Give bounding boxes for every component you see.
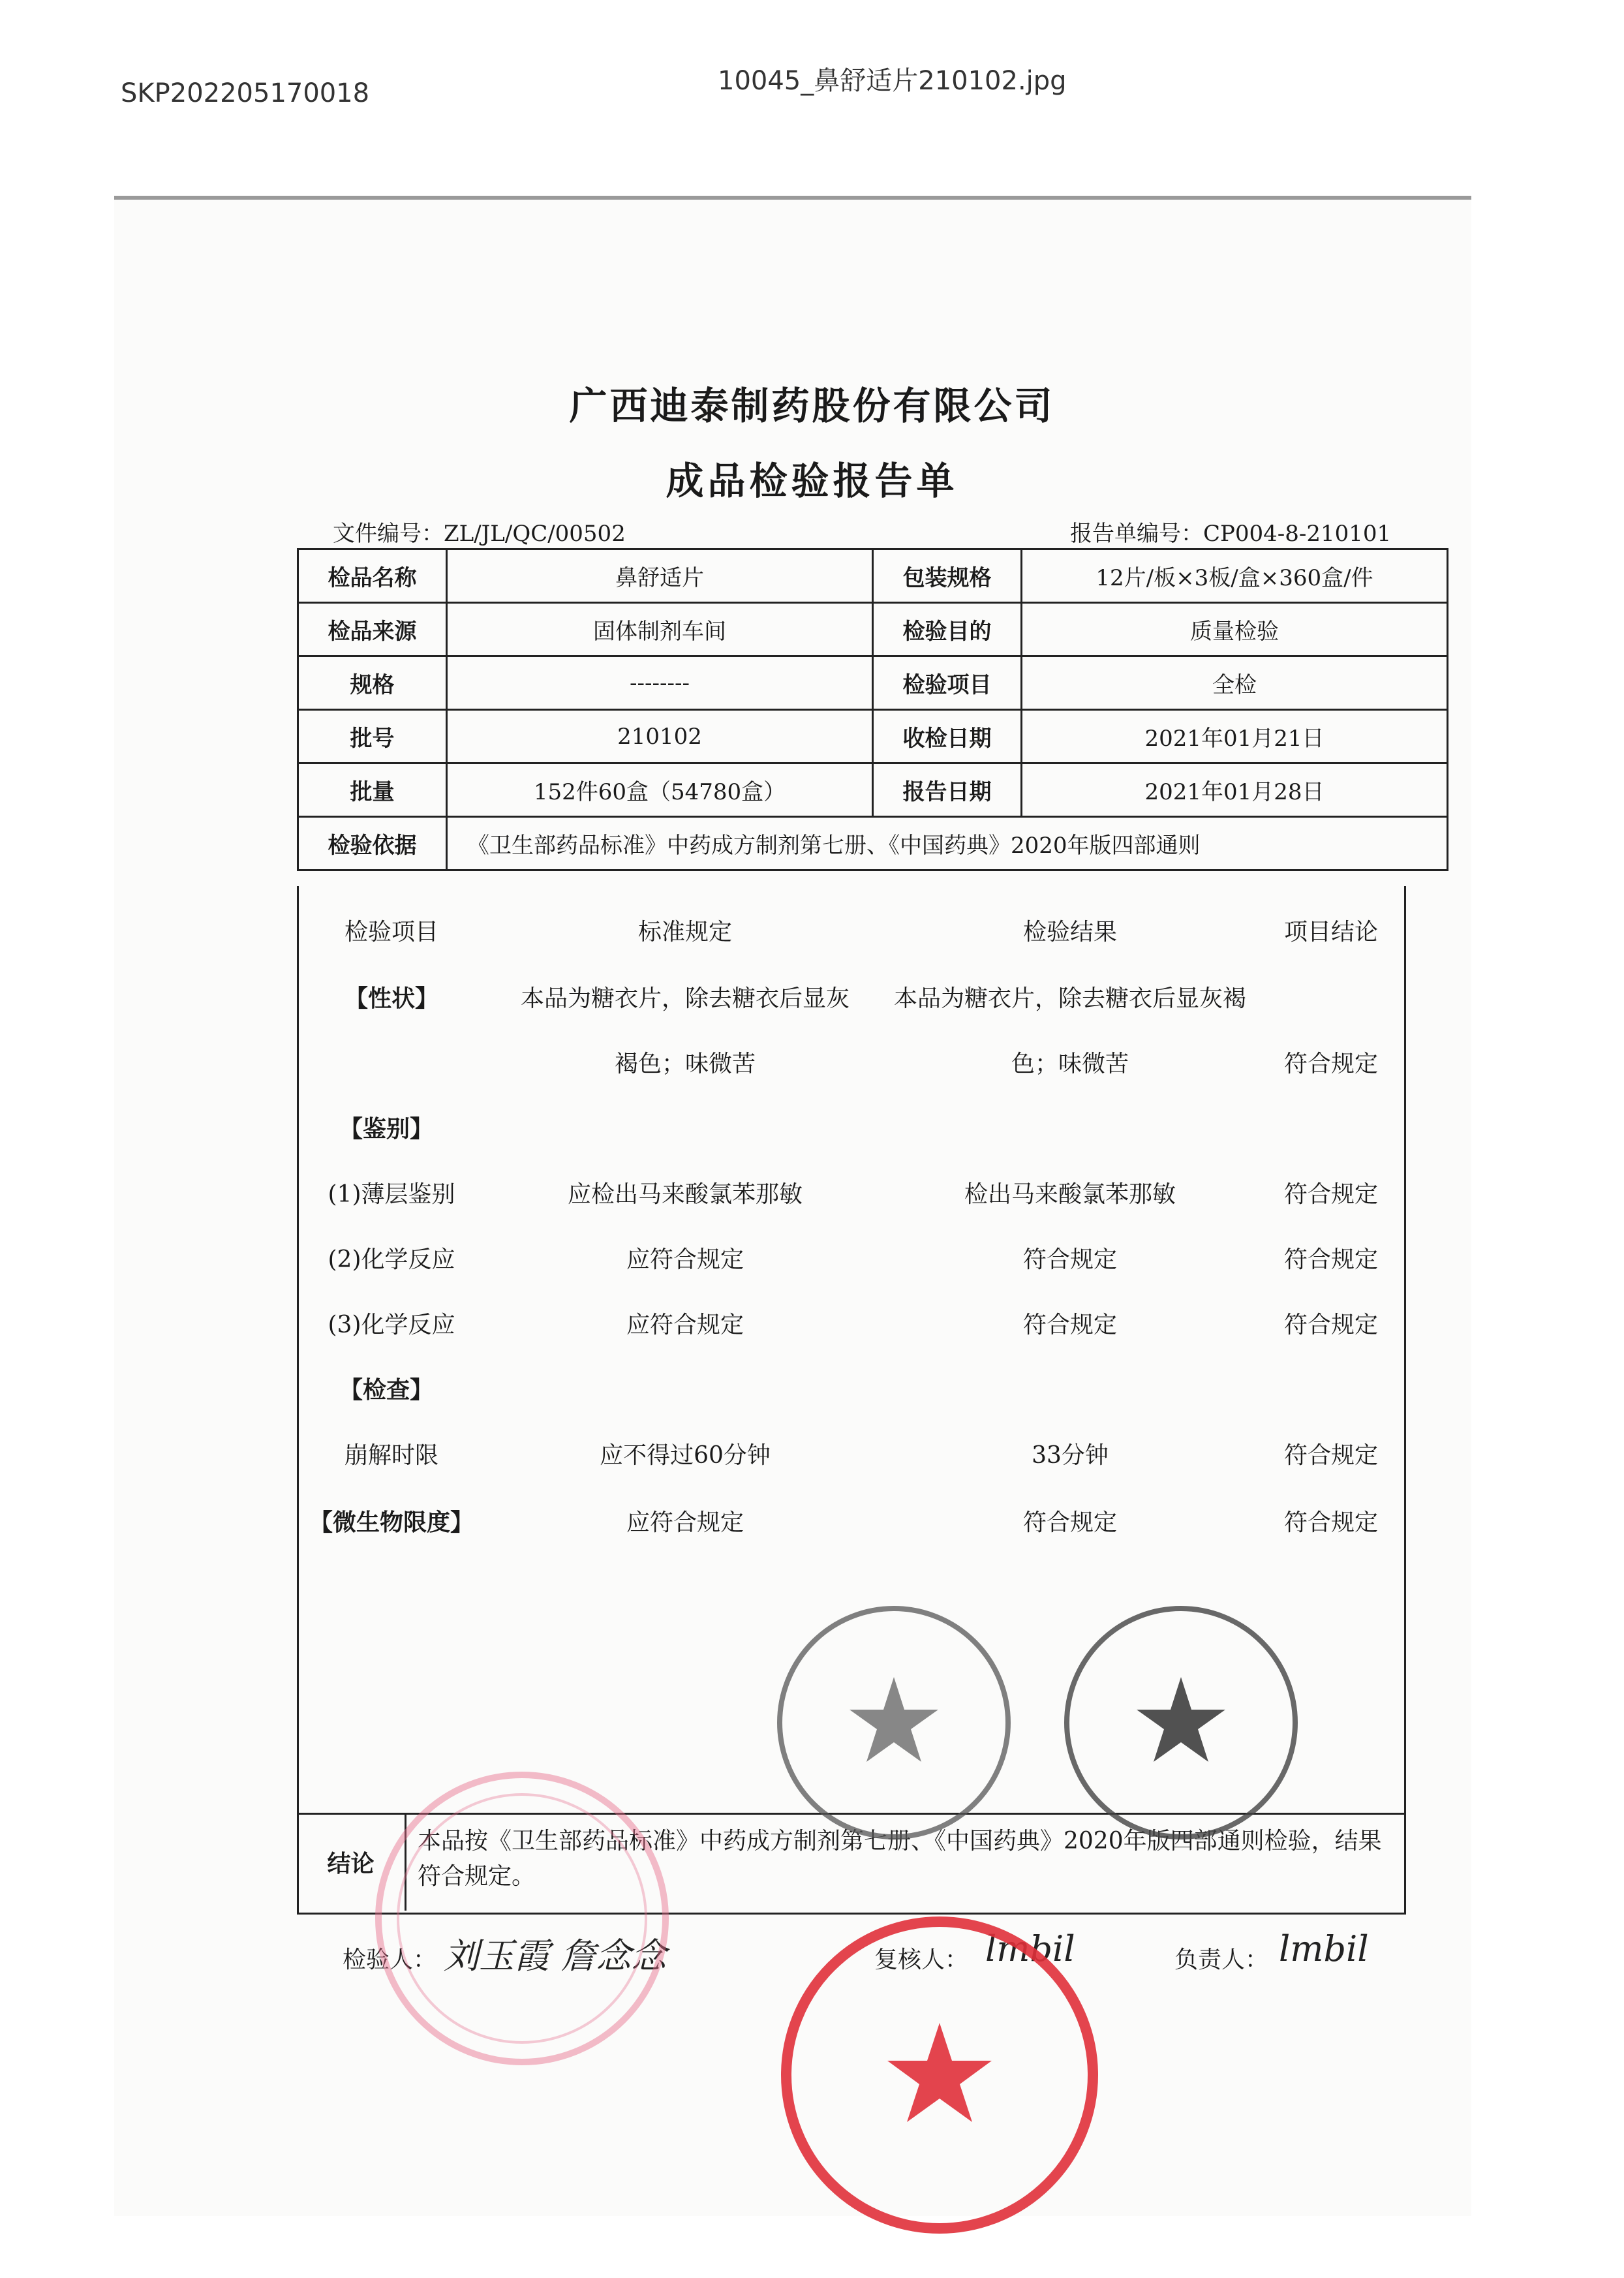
inspector-label: 检验人： (343, 1947, 437, 1973)
reviewer-label: 复核人： (874, 1947, 969, 1973)
row5-result: 符合规定 (1022, 1509, 1117, 1536)
table-row (298, 656, 1448, 710)
table-row (298, 603, 1448, 656)
row2-conclusion: 符合规定 (1283, 1246, 1378, 1273)
file-number: 文件编号：ZL/JL/QC/00502 (333, 521, 626, 547)
red-quality-seal (770, 1905, 1109, 2245)
info-table (297, 548, 1448, 871)
quantity: 152件60盒（54780盒） (447, 763, 873, 817)
appearance-standard-line1: 本品为糖衣片，除去糖衣后显灰 (520, 985, 850, 1012)
row3-item: (3)化学反应 (328, 1312, 455, 1338)
row2-item: (2)化学反应 (328, 1246, 455, 1273)
row5-standard: 应符合规定 (626, 1509, 744, 1536)
batch-number: 210102 (447, 710, 873, 763)
appearance-result-line2: 色；味微苦 (1011, 1051, 1129, 1077)
inspector-signature: 刘玉霞 詹念念 (444, 1935, 667, 1977)
row5-item: 【微生物限度】 (309, 1509, 474, 1536)
row1-item: (1)薄层鉴别 (328, 1181, 455, 1208)
row4-standard: 应不得过60分钟 (600, 1442, 771, 1469)
manager-label: 负责人： (1174, 1947, 1269, 1973)
row4-item: 崩解时限 (344, 1442, 438, 1469)
label-report-date: 报告日期 (873, 763, 1022, 817)
document-code: SKP202205170018 (121, 78, 370, 108)
row3-conclusion: 符合规定 (1283, 1312, 1378, 1338)
reviewer-signature: lmbil (985, 1928, 1075, 1969)
package-spec: 12片/板×3板/盒×360盒/件 (1022, 549, 1448, 603)
source: 固体制剂车间 (447, 603, 873, 656)
label-receive-date: 收检日期 (873, 710, 1022, 763)
row4-result: 33分钟 (1032, 1442, 1109, 1469)
col-header-conclusion: 项目结论 (1283, 919, 1378, 946)
col-header-standard: 标准规定 (637, 919, 732, 946)
label-product-name: 检品名称 (298, 549, 447, 603)
report-date: 2021年01月28日 (1022, 763, 1448, 817)
report-title: 成品检验报告单 (666, 459, 958, 503)
product-name: 鼻舒适片 (447, 549, 873, 603)
test-basis: 《卫生部药品标准》中药成方制剂第七册、《中国药典》2020年版四部通则 (447, 817, 1448, 870)
row4-conclusion: 符合规定 (1283, 1442, 1378, 1469)
gray-company-seal-right (1057, 1599, 1305, 1847)
label-purpose: 检验目的 (873, 603, 1022, 656)
col-header-item: 检验项目 (344, 919, 438, 946)
row1-conclusion: 符合规定 (1283, 1181, 1378, 1208)
label-batch: 批号 (298, 710, 447, 763)
label-quantity: 批量 (298, 763, 447, 817)
row3-standard: 应符合规定 (626, 1312, 744, 1338)
row2-standard: 应符合规定 (626, 1246, 744, 1273)
conclusion-text: 本品按《卫生部药品标准》中药成方制剂第七册、《中国药典》2020年版四部通则检验，结果符合规定。 (418, 1828, 1382, 1890)
section-inspection: 【检查】 (339, 1376, 434, 1404)
conclusion-label: 结论 (297, 1813, 406, 1911)
company-name: 广西迪泰制药股份有限公司 (569, 384, 1055, 428)
row3-result: 符合规定 (1022, 1312, 1117, 1338)
appearance-standard-line2: 褐色；味微苦 (614, 1051, 756, 1077)
spec: -------- (447, 656, 873, 710)
label-spec: 规格 (298, 656, 447, 710)
file-name: 10045_鼻舒适片210102.jpg (718, 66, 1067, 96)
manager-signature: lmbil (1279, 1928, 1369, 1969)
section-identification: 【鉴别】 (339, 1115, 434, 1143)
col-header-result: 检验结果 (1022, 919, 1117, 946)
report-number: 报告单编号：CP004-8-210101 (1070, 521, 1392, 547)
label-basis: 检验依据 (298, 817, 447, 870)
table-row (298, 710, 1448, 763)
test-item: 全检 (1022, 656, 1448, 710)
row1-result: 检出马来酸氯苯那敏 (964, 1181, 1176, 1208)
row1-standard: 应检出马来酸氯苯那敏 (567, 1181, 803, 1208)
pink-seal (365, 1762, 679, 2075)
table-row (298, 763, 1448, 817)
row5-conclusion: 符合规定 (1283, 1509, 1378, 1536)
section-appearance: 【性状】 (344, 985, 438, 1012)
label-package: 包装规格 (873, 549, 1022, 603)
appearance-result-line1: 本品为糖衣片，除去糖衣后显灰褐 (893, 985, 1246, 1012)
label-source: 检品来源 (298, 603, 447, 656)
row2-result: 符合规定 (1022, 1246, 1117, 1273)
appearance-conclusion: 符合规定 (1283, 1051, 1378, 1077)
label-test-item: 检验项目 (873, 656, 1022, 710)
receive-date: 2021年01月21日 (1022, 710, 1448, 763)
purpose: 质量检验 (1022, 603, 1448, 656)
table-row (298, 817, 1448, 870)
table-row (298, 549, 1448, 603)
gray-company-seal-left (770, 1599, 1018, 1847)
